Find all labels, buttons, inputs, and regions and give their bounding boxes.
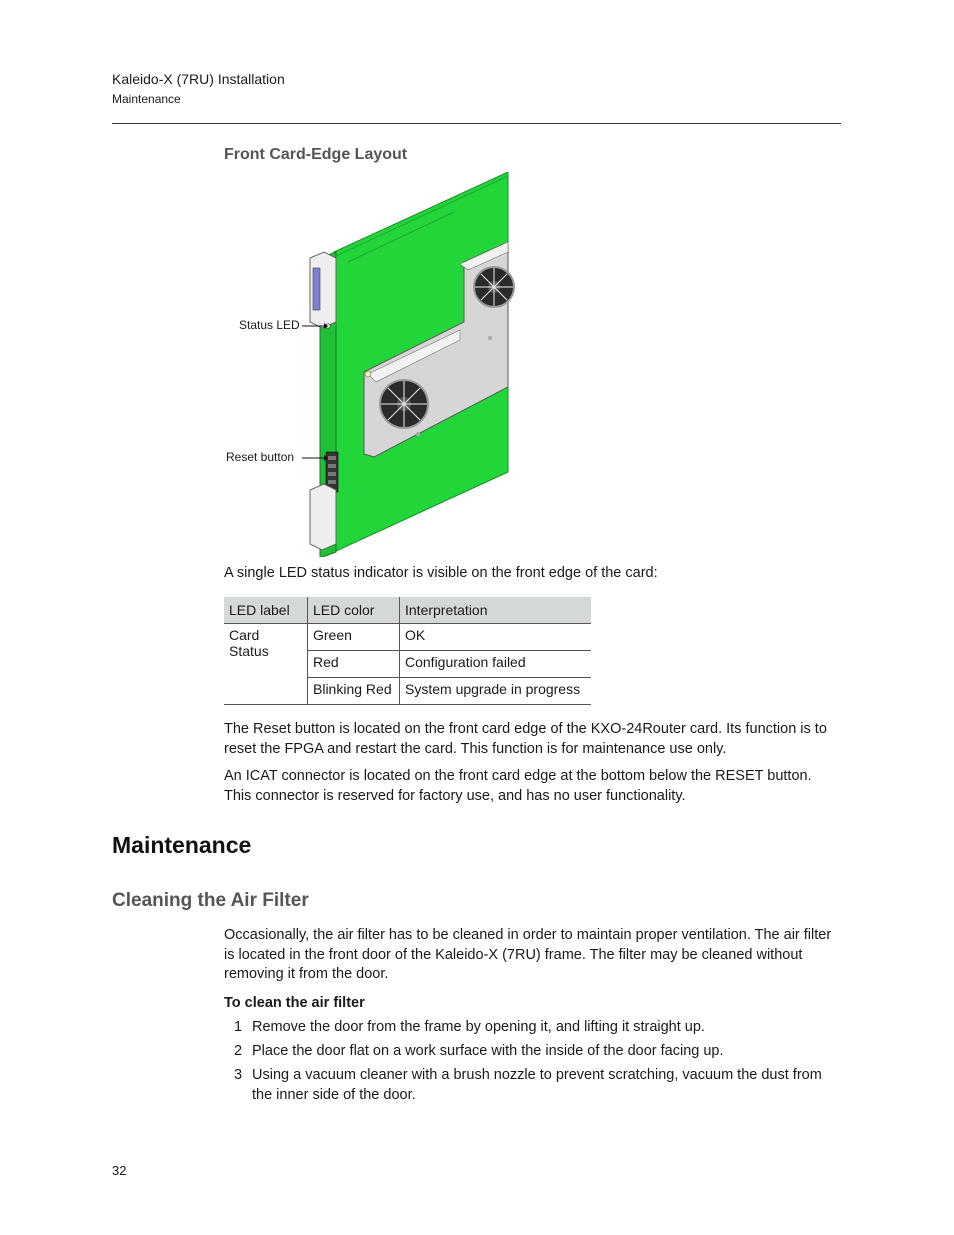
module-screw: [365, 371, 371, 377]
table-cell-color: Red: [308, 651, 400, 678]
table-row: [224, 624, 591, 651]
reset-button-callout: Reset button: [226, 450, 295, 464]
upper-fan: [474, 267, 514, 307]
table-cell-color: Blinking Red: [308, 678, 400, 705]
led-status-table: [224, 597, 591, 705]
step-number: 1: [234, 1019, 243, 1035]
step-number: 2: [234, 1043, 243, 1059]
step-text: Place the door flat on a work surface with the inside of the door facing up.: [252, 1043, 724, 1059]
icat-connector-paragraph: An ICAT connector is located on the front card edge at the bottom below the RESET button. This connector is reserved for factory use, and has no user functionality.: [224, 768, 812, 804]
table-cell-meaning: System upgrade in progress: [400, 678, 592, 705]
page-number: 32: [112, 1163, 127, 1178]
table-cell-label: Card Status: [229, 627, 269, 659]
lower-fan: [380, 380, 428, 428]
status-led-callout: Status LED: [239, 318, 300, 332]
step-number: 3: [234, 1067, 243, 1083]
card-illustration: [224, 172, 524, 557]
table-cell-meaning: OK: [400, 624, 592, 651]
reset-button-paragraph: The Reset button is located on the front card edge of the KXO-24Router card. Its function is to reset the FPGA and restart the card. This function is for maintenance use only.: [224, 721, 827, 757]
card-edge-figure: [224, 172, 524, 557]
step-text: Remove the door from the frame by opening it, and lifting it straight up.: [252, 1019, 705, 1035]
ejector-label: [313, 268, 320, 310]
step-text: Using a vacuum cleaner with a brush nozzle to prevent scratching, vacuum the dust from the inner side of the door.: [252, 1067, 822, 1103]
table-header-cell: LED color: [308, 597, 400, 624]
running-header-section: Maintenance: [112, 92, 181, 106]
procedure-step: [224, 1042, 842, 1062]
table-cell-meaning: Configuration failed: [400, 651, 592, 678]
table-header-row: [224, 597, 591, 624]
table-header-cell: LED label: [224, 597, 308, 624]
procedure-title: To clean the air filter: [224, 995, 365, 1011]
air-filter-paragraph: Occasionally, the air filter has to be cleaned in order to maintain proper ventilation. The air filter is located in the front door of the Kaleido-X (7RU) frame. The filter may be cleaned without removing it from the door.: [224, 927, 832, 982]
table-cell-color: Green: [308, 624, 400, 651]
section-heading-maintenance: Maintenance: [112, 832, 252, 858]
header-rule: [112, 123, 841, 124]
figure-title: Front Card-Edge Layout: [224, 146, 408, 163]
table-header-cell: Interpretation: [400, 597, 592, 624]
table-bottom-rule: [224, 704, 308, 705]
running-header-title: Kaleido-X (7RU) Installation: [112, 71, 285, 87]
procedure-step: [224, 1066, 842, 1106]
led-intro-text: A single LED status indicator is visible on the front edge of the card:: [224, 565, 658, 581]
procedure-step: [224, 1018, 842, 1038]
subsection-heading-air-filter: Cleaning the Air Filter: [112, 890, 309, 911]
bottom-ejector: [310, 484, 336, 550]
